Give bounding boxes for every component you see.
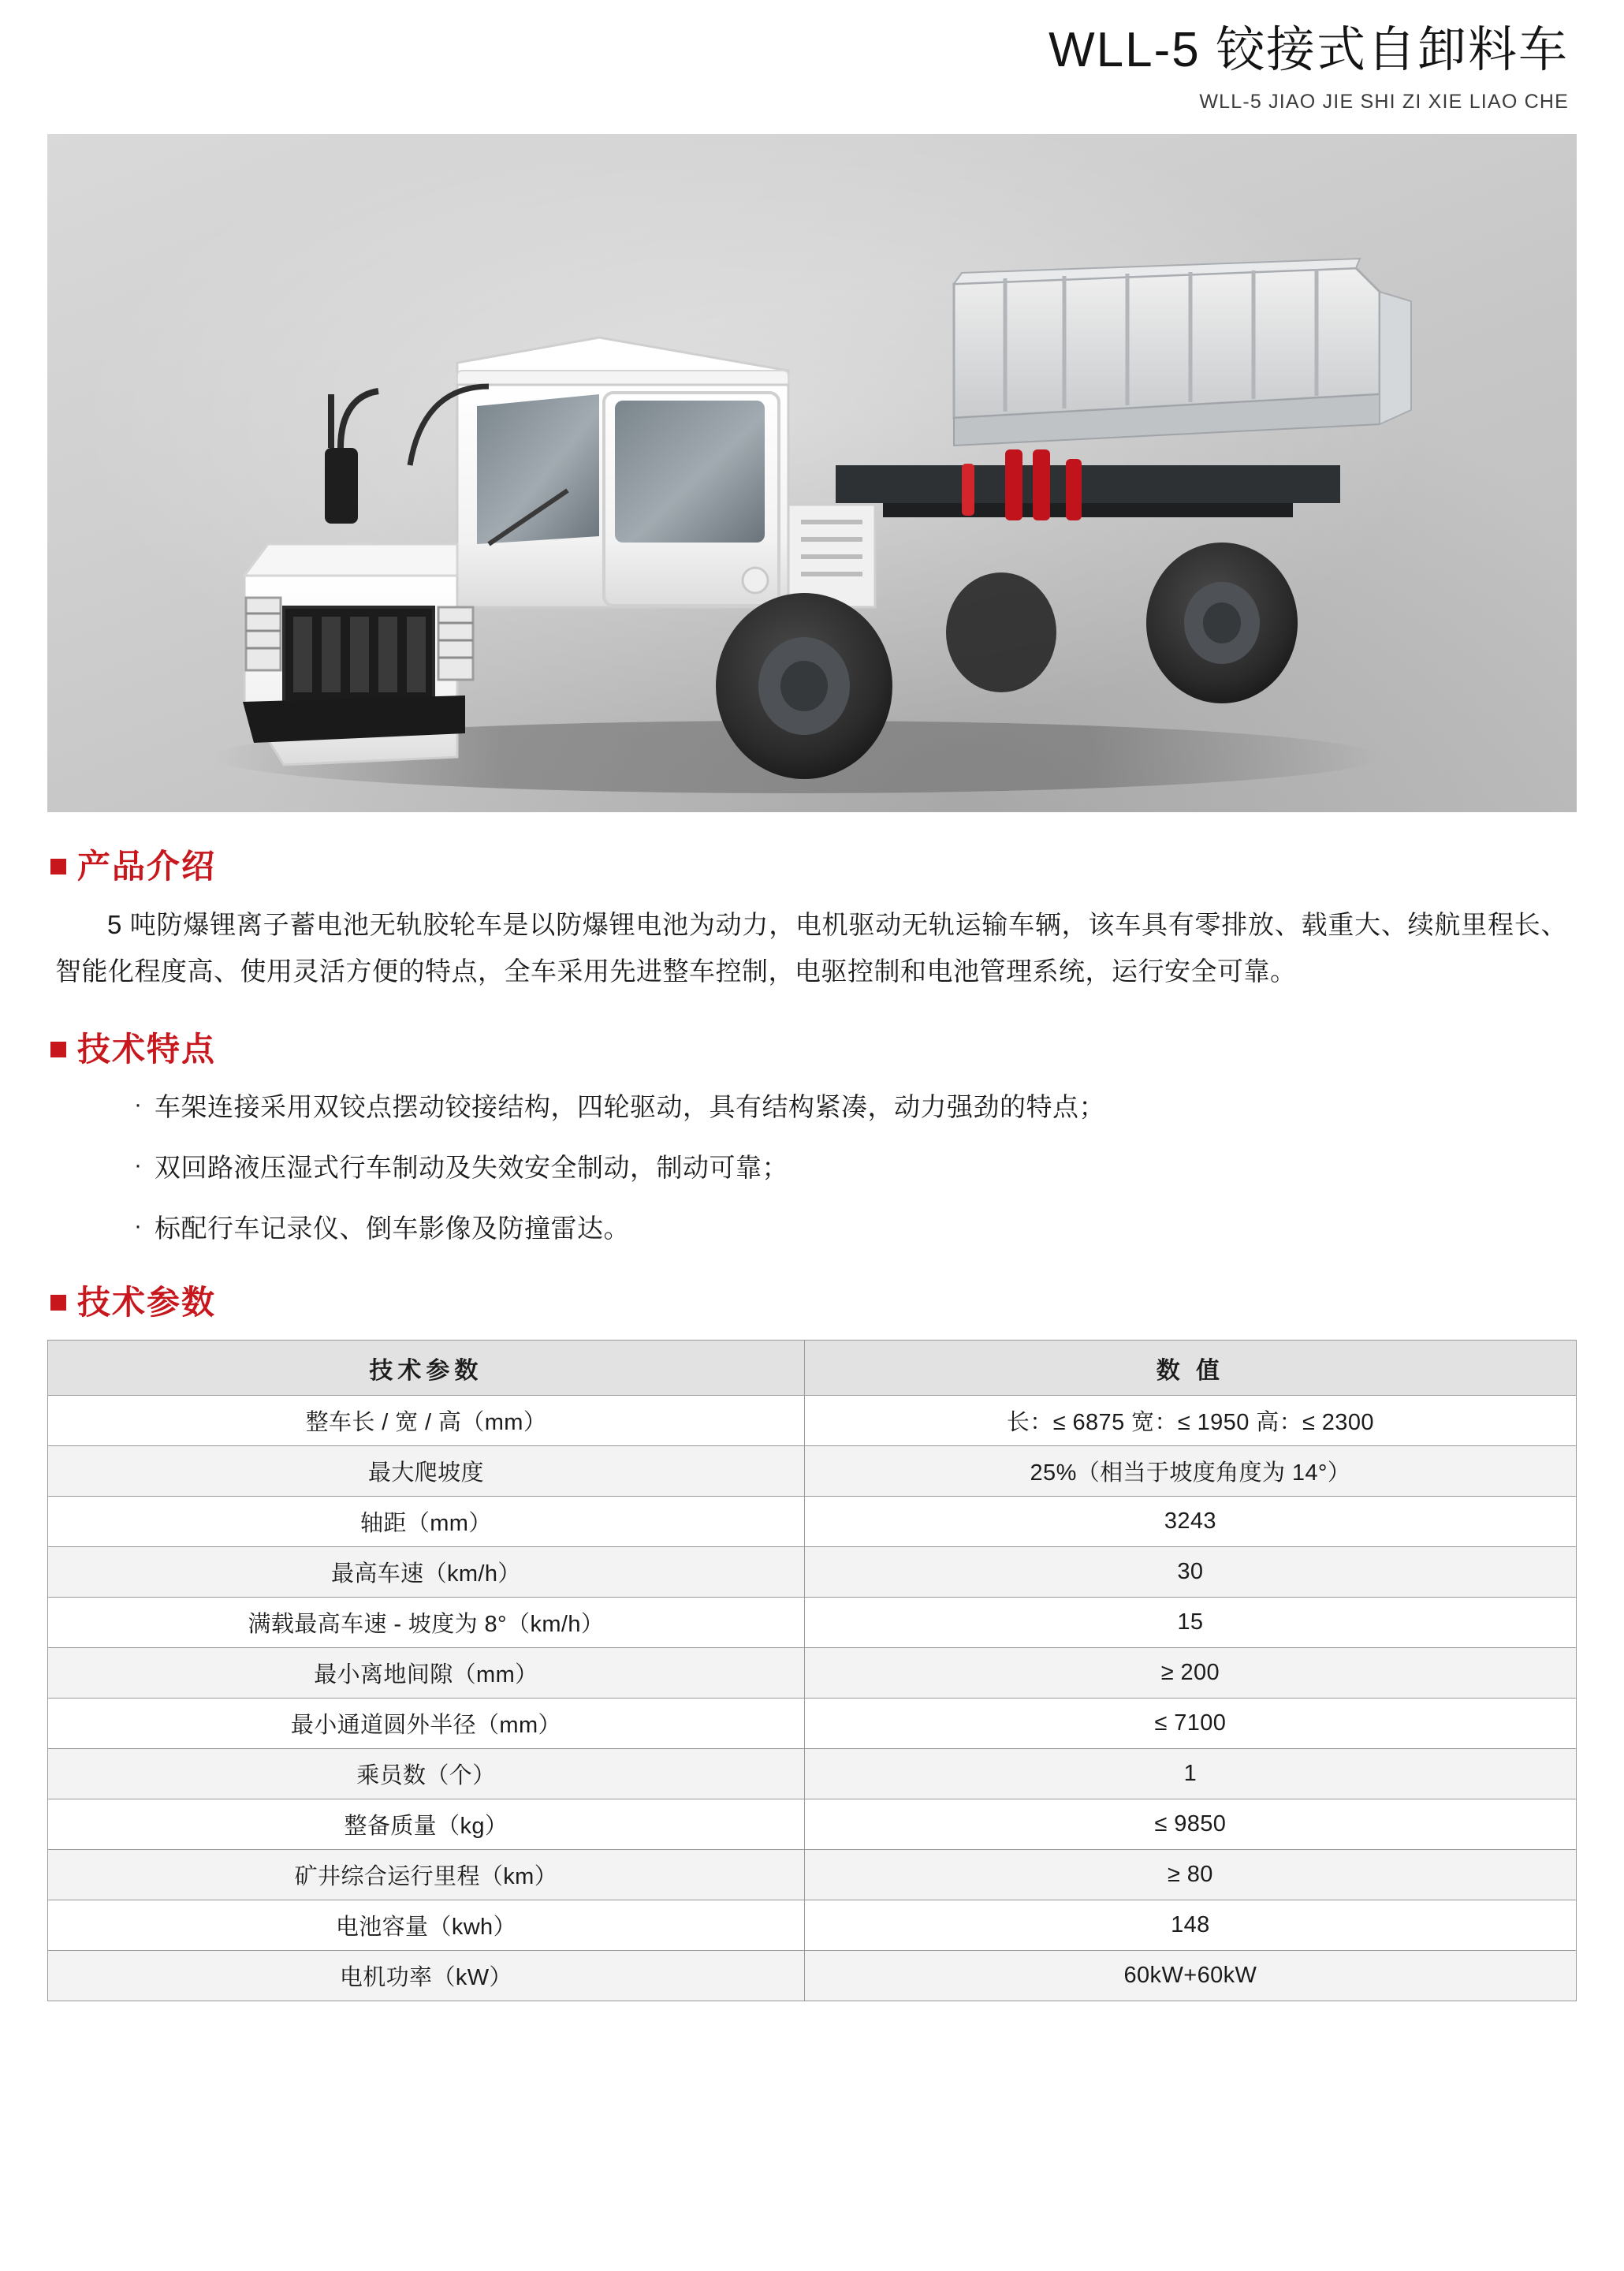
cell-value: 15: [804, 1598, 1576, 1648]
column-header-value: 数 值: [804, 1341, 1576, 1396]
cell-parameter: 电机功率（kW）: [48, 1951, 805, 2001]
cell-parameter: 最大爬坡度: [48, 1446, 805, 1497]
cell-value: 1: [804, 1749, 1576, 1799]
cell-parameter: 最小通道圆外半径（mm）: [48, 1699, 805, 1749]
section-title-intro: 产品介绍: [77, 848, 217, 886]
cell-value: 60kW+60kW: [804, 1951, 1576, 2001]
cell-value: 长：≤ 6875 宽：≤ 1950 高：≤ 2300: [804, 1396, 1576, 1446]
cell-value: 30: [804, 1547, 1576, 1598]
section-heading-intro: [47, 848, 1577, 886]
cell-value: ≤ 7100: [804, 1699, 1576, 1749]
square-bullet-icon: [50, 1042, 66, 1057]
cell-value: ≥ 200: [804, 1648, 1576, 1699]
feature-text: 车架连接采用双铰点摆动铰接结构，四轮驱动，具有结构紧凑，动力强劲的特点；: [155, 1091, 1105, 1121]
cell-parameter: 电池容量（kwh）: [48, 1900, 805, 1951]
cell-parameter: 整备质量（kg）: [48, 1799, 805, 1850]
dot-marker-icon: ·: [134, 1151, 143, 1178]
product-hero-image: [47, 134, 1577, 812]
cell-parameter: 最小离地间隙（mm）: [48, 1648, 805, 1699]
feature-list: [47, 1087, 1577, 1248]
dot-marker-icon: ·: [134, 1213, 143, 1240]
table-row: [48, 1598, 1577, 1648]
table-row: [48, 1396, 1577, 1446]
table-row: [48, 1699, 1577, 1749]
table-row: [48, 1749, 1577, 1799]
table-row: [48, 1648, 1577, 1699]
section-title-features: 技术特点: [77, 1030, 217, 1068]
table-row: [48, 1799, 1577, 1850]
cell-parameter: 乘员数（个）: [48, 1749, 805, 1799]
page-title: WLL-5 铰接式自卸料车: [1049, 23, 1569, 77]
page-subtitle: WLL-5 JIAO JIE SHI ZI XIE LIAO CHE: [1199, 91, 1569, 114]
page-header: [47, 0, 1577, 114]
square-bullet-icon: [50, 1295, 66, 1311]
cell-value: 25%（相当于坡度角度为 14°）: [804, 1446, 1576, 1497]
section-title-specs: 技术参数: [77, 1284, 217, 1322]
table-row: [48, 1850, 1577, 1900]
list-item: [134, 1147, 1577, 1188]
table-row: [48, 1900, 1577, 1951]
cell-parameter: 满载最高车速 - 坡度为 8°（km/h）: [48, 1598, 805, 1648]
specifications-table: [47, 1340, 1577, 2001]
cell-parameter: 最高车速（km/h）: [48, 1547, 805, 1598]
cell-value: ≤ 9850: [804, 1799, 1576, 1850]
cell-value: 3243: [804, 1497, 1576, 1547]
feature-text: 双回路液压湿式行车制动及失效安全制动，制动可靠；: [155, 1152, 788, 1182]
list-item: [134, 1208, 1577, 1248]
truck-illustration: [47, 134, 1577, 812]
cell-value: ≥ 80: [804, 1850, 1576, 1900]
section-heading-specs: [47, 1284, 1577, 1322]
cell-parameter: 整车长 / 宽 / 高（mm）: [48, 1396, 805, 1446]
table-row: [48, 1547, 1577, 1598]
intro-paragraph: 5 吨防爆锂离子蓄电池无轨胶轮车是以防爆锂电池为动力，电机驱动无轨运输车辆，该车具有零排放、载重大、续航里程长、智能化程度高、使用灵活方便的特点，全车采用先进整车控制，电驱控制和电池管理系统，运行安全可靠。: [55, 910, 1567, 986]
table-row: [48, 1446, 1577, 1497]
square-bullet-icon: [50, 859, 66, 874]
section-heading-features: [47, 1030, 1577, 1068]
cell-parameter: 矿井综合运行里程（km）: [48, 1850, 805, 1900]
feature-text: 标配行车记录仪、倒车影像及防撞雷达。: [155, 1214, 630, 1244]
list-item: [134, 1087, 1577, 1127]
cell-value: 148: [804, 1900, 1576, 1951]
cell-parameter: 轴距（mm）: [48, 1497, 805, 1547]
dot-marker-icon: ·: [134, 1091, 143, 1117]
table-row: [48, 1497, 1577, 1547]
table-row: [48, 1951, 1577, 2001]
table-header-row: [48, 1341, 1577, 1396]
column-header-parameter: 技术参数: [48, 1341, 805, 1396]
